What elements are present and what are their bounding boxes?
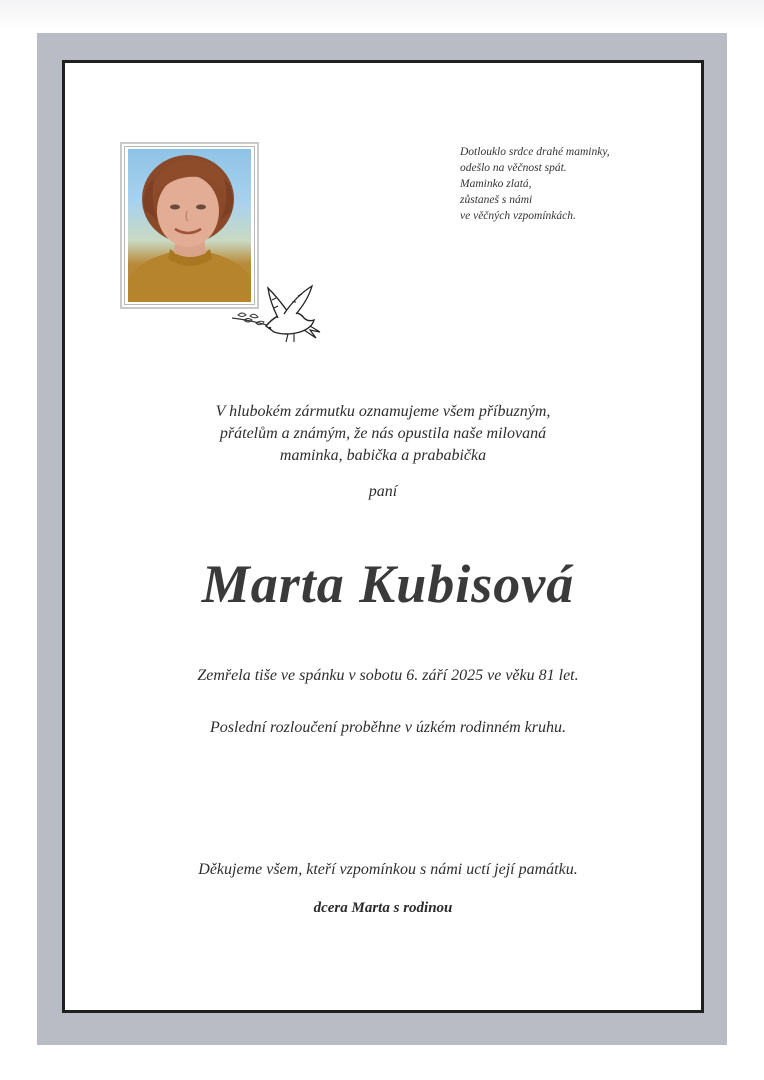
death-notice: Zemřela tiše ve spánku v sobotu 6. září 2025 ve věku 81 let. xyxy=(197,667,579,684)
portrait-photo xyxy=(128,149,251,302)
poem-line: odešlo na věčnost spát. xyxy=(460,162,567,174)
poem-line: Dotlouklo srdce drahé maminky, xyxy=(460,146,610,158)
poem-line: zůstaneš s námi xyxy=(460,194,533,206)
thanks-message: Děkujeme všem, kteří vzpomínkou s námi uctí její památku. xyxy=(198,861,578,878)
announcement-line: V hlubokém zármutku oznamujeme všem příbuzným, xyxy=(215,403,551,420)
announcement-line: maminka, babička a prababička xyxy=(279,447,487,464)
poem-line: Maminko zlatá, xyxy=(460,178,532,190)
farewell-notice: Poslední rozloučení proběhne v úzkém rodinném kruhu. xyxy=(210,719,566,736)
announcement-text xyxy=(62,401,704,467)
memorial-poem xyxy=(460,144,690,224)
deceased-name: Marta Kubisová xyxy=(201,554,575,614)
dove-with-olive-branch-icon xyxy=(230,282,322,344)
honorific-title: paní xyxy=(368,483,398,500)
announcement-line: přátelům a známým, že nás opustila naše milovaná xyxy=(219,425,547,442)
family-signature: dcera Marta s rodinou xyxy=(313,900,453,916)
portrait-illustration xyxy=(128,149,251,302)
poem-line: ve věčných vzpomínkách. xyxy=(460,210,576,222)
